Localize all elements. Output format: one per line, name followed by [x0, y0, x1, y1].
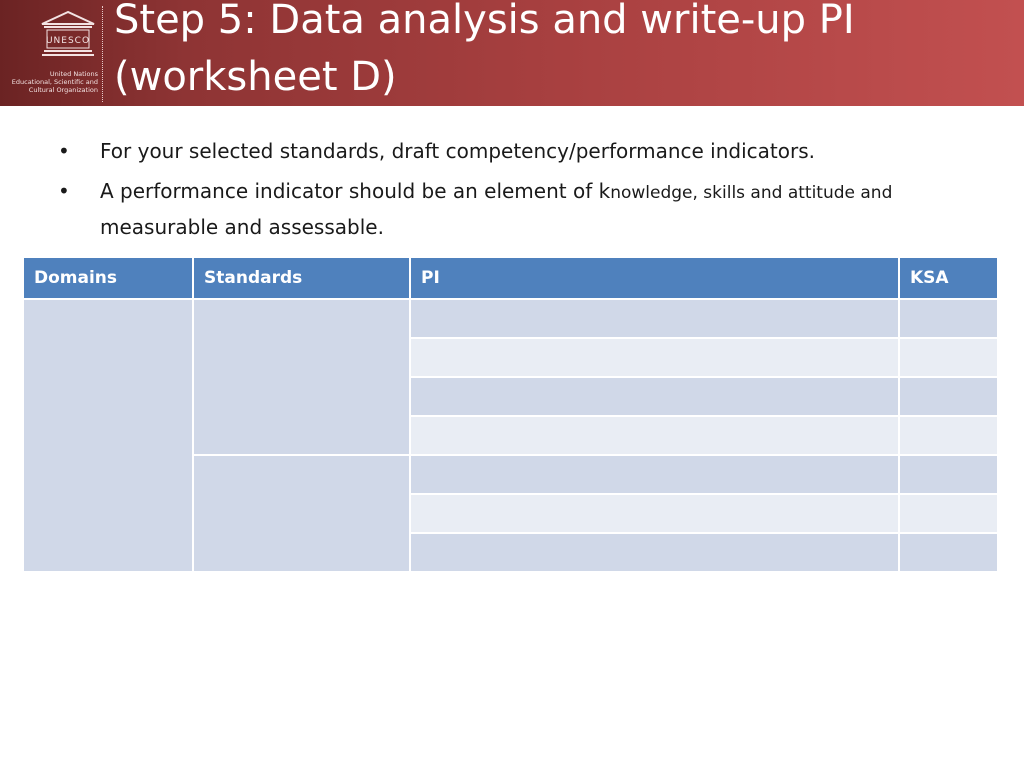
- header-ksa: KSA: [899, 257, 998, 299]
- domains-cell[interactable]: [23, 299, 193, 572]
- caption-line-1: United Nations: [49, 70, 98, 78]
- caption-line-2: Educational, Scientific and: [11, 78, 98, 86]
- title-line-1: Step 5: Data analysis and write-up PI: [114, 0, 855, 43]
- slide-title: [114, 0, 1014, 106]
- standards-cell-2[interactable]: [193, 455, 410, 572]
- bullet-text-2b: nowledge, skills and attitude and: [610, 183, 893, 203]
- header-domains: Domains: [23, 257, 193, 299]
- ksa-cell[interactable]: [899, 299, 998, 338]
- pi-cell[interactable]: [410, 494, 899, 533]
- bullet-text-1: For your selected standards, draft competency/performance indicators.: [100, 139, 815, 163]
- title-line-2: (worksheet D): [114, 54, 397, 100]
- ksa-cell[interactable]: [899, 338, 998, 377]
- unesco-logo: [4, 8, 98, 98]
- ksa-cell[interactable]: [899, 533, 998, 572]
- pi-cell[interactable]: [410, 455, 899, 494]
- pi-cell[interactable]: [410, 338, 899, 377]
- bullet-item-2: [58, 174, 958, 244]
- bullet-item-1: [58, 134, 958, 168]
- bullet-text-2a: A performance indicator should be an element of k: [100, 179, 611, 203]
- temple-icon: [38, 8, 98, 62]
- pi-cell[interactable]: [410, 533, 899, 572]
- pi-cell[interactable]: [410, 377, 899, 416]
- pi-cell[interactable]: [410, 416, 899, 455]
- standards-cell-1[interactable]: [193, 299, 410, 455]
- header-pi: PI: [410, 257, 899, 299]
- ksa-cell[interactable]: [899, 377, 998, 416]
- bullet-icon: •: [58, 179, 70, 203]
- bullet-list: [58, 134, 958, 244]
- title-banner: [0, 0, 1024, 106]
- caption-line-3: Cultural Organization: [28, 86, 98, 94]
- bullet-icon: •: [58, 139, 70, 163]
- ksa-cell[interactable]: [899, 416, 998, 455]
- logo-divider: [102, 6, 103, 102]
- svg-text:UNESCO: UNESCO: [45, 36, 91, 46]
- unesco-caption: [6, 70, 98, 94]
- header-standards: Standards: [193, 257, 410, 299]
- table-row: [23, 299, 998, 338]
- table-header-row: [23, 257, 998, 299]
- pi-cell[interactable]: [410, 299, 899, 338]
- ksa-cell[interactable]: [899, 455, 998, 494]
- bullet-text-2c: measurable and assessable.: [100, 215, 384, 239]
- worksheet-table: [22, 256, 999, 573]
- ksa-cell[interactable]: [899, 494, 998, 533]
